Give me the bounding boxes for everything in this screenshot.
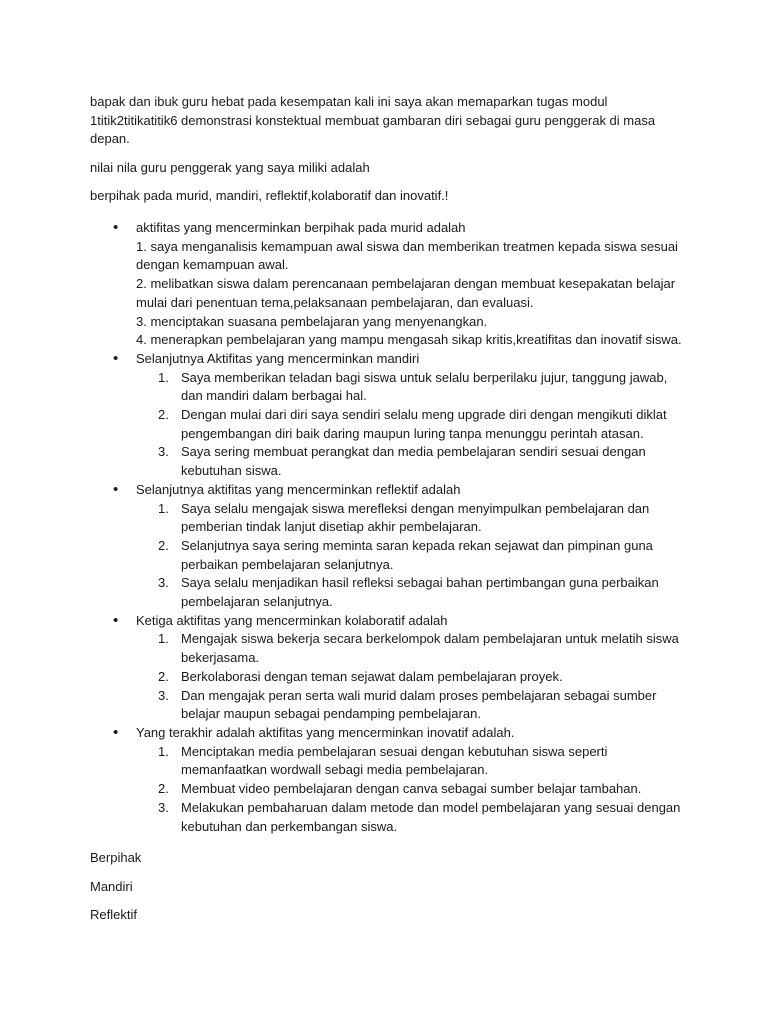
numbered-list [136, 630, 690, 724]
bullet-section [90, 219, 690, 350]
intro-line: 1titik2titikatitik6 demonstrasi konstektual membuat gambaran diri sebagai guru penggerak di masa [90, 112, 656, 128]
item-text-line: pengembangan diri baik daring maupun luring tanpa menunggu perintah atasan. [181, 425, 644, 441]
activity-bullet-list [90, 219, 690, 836]
item-number: 3. [158, 799, 169, 815]
item-text-line: Dengan mulai dari diri saya sendiri selalu meng upgrade diri dengan mengikuti diklat [181, 407, 667, 423]
item-text-line: Melakukan pembaharuan dalam metode dan model pembelajaran yang sesuai dengan [181, 799, 681, 815]
item-number: 1. [158, 369, 169, 385]
values-list-paragraph: berpihak pada murid, mandiri, reflektif,kolaboratif dan inovatif.! [90, 188, 449, 203]
item-number: 3. [158, 575, 169, 591]
bullet-heading: • aktifitas yang mencerminkan berpihak pada murid adalah [136, 220, 466, 235]
item-text-line: Mengajak siswa bekerja secara berkelompok dalam pembelajaran untuk melatih siswa [181, 631, 679, 647]
intro-line: bapak dan ibuk guru hebat pada kesempatan kali ini saya akan memaparkan tugas modul [90, 94, 608, 109]
bullet-section [90, 481, 690, 612]
numbered-list [136, 369, 690, 481]
numbered-list-item [136, 406, 690, 443]
item-number: 1. [158, 500, 169, 516]
tail-line-mandiri: Mandiri [90, 879, 133, 894]
item-text-line: Dan mengajak peran serta wali murid dalam proses pembelajaran sebagai sumber [181, 687, 657, 703]
bullet-heading: • Yang terakhir adalah aktifitas yang mencerminkan inovatif adalah. [136, 724, 515, 740]
item-number: 3. [158, 444, 169, 460]
item-text-line: perbaikan pembelajaran selanjutnya. [181, 556, 394, 572]
bullet-section [90, 350, 690, 481]
item-text-line: kebutuhan dan perkembangan siswa. [181, 818, 398, 834]
bullet-section [90, 612, 690, 724]
numbered-list [136, 743, 690, 837]
item-number: 2. [158, 537, 169, 553]
numbered-list-item [136, 537, 690, 574]
item-text-line: Saya sering membuat perangkat dan media pembelajaran sendiri sesuai dengan [181, 444, 646, 460]
item-number: 2. [158, 407, 169, 423]
bullet-heading: • Selanjutnya aktifitas yang mencerminkan reflektif adalah [136, 481, 461, 497]
item-text-line: belajar maupun sebagai pendamping pembelajaran. [181, 706, 481, 722]
item-text-line: Saya selalu menjadikan hasil refleksi sebagai bahan pertimbangan guna perbaikan [181, 575, 659, 591]
item-text-line: Berkolaborasi dengan teman sejawat dalam pembelajaran proyek. [181, 668, 563, 684]
numbered-list-item [136, 668, 690, 687]
item-number: 1. [158, 743, 169, 759]
numbered-list-item [136, 369, 690, 406]
item-number: 2. [158, 668, 169, 684]
numbered-list-item [136, 630, 690, 667]
numbered-list-item [136, 500, 690, 537]
intro-paragraph [90, 93, 690, 149]
tail-line-reflektif: Reflektif [90, 907, 137, 922]
numbered-list-item [136, 799, 690, 836]
item-text-line: Saya selalu mengajak siswa merefleksi dengan menyimpulkan pembelajaran dan [181, 500, 650, 516]
numbered-list [136, 500, 690, 612]
intro-line: depan. [90, 131, 130, 147]
bullet-text-line: 4. menerapkan pembelajaran yang mampu mengasah sikap kritis,kreatifitas dan inovatif siswa. [136, 332, 682, 348]
bullet-text-line: 2. melibatkan siswa dalam perencanaan pembelajaran dengan membuat kesepakatan belajar [136, 276, 676, 292]
numbered-list-item [136, 574, 690, 611]
item-number: 2. [158, 781, 169, 797]
item-number: 1. [158, 631, 169, 647]
item-text-line: Saya memberikan teladan bagi siswa untuk selalu berperilaku jujur, tanggung jawab, [181, 369, 668, 385]
numbered-list-item [136, 443, 690, 480]
item-text-line: kebutuhan siswa. [181, 463, 282, 479]
bullet-text-line: 3. menciptakan suasana pembelajaran yang menyenangkan. [136, 313, 488, 329]
bullet-text-line: dengan kemampuan awal. [136, 257, 289, 273]
numbered-list-item [136, 780, 690, 799]
values-intro-paragraph: nilai nila guru penggerak yang saya miliki adalah [90, 160, 370, 175]
item-text-line: pembelajaran selanjutnya. [181, 594, 333, 610]
item-text-line: pemberian tindak lanjut disetiap akhir pembelajaran. [181, 519, 482, 535]
bullet-heading: • Selanjutnya Aktifitas yang mencerminkan mandiri [136, 350, 420, 366]
item-text-line: Selanjutnya saya sering meminta saran kepada rekan sejawat dan pimpinan guna [181, 537, 653, 553]
tail-line-berpihak: Berpihak [90, 850, 142, 865]
item-text-line: Membuat video pembelajaran dengan canva sebagai sumber belajar tambahan. [181, 781, 642, 797]
bullet-text-line: 1. saya menganalisis kemampuan awal siswa dan memberikan treatmen kepada siswa sesuai [136, 238, 678, 254]
bullet-heading: • Ketiga aktifitas yang mencerminkan kolaboratif adalah [136, 612, 448, 628]
item-text-line: dan mandiri dalam berbagai hal. [181, 388, 367, 404]
bullet-section [90, 724, 690, 836]
bullet-text-line: mulai dari penentuan tema,pelaksanaan pembelajaran, dan evaluasi. [136, 294, 534, 310]
numbered-list-item [136, 687, 690, 724]
item-text-line: bekerjasama. [181, 650, 260, 666]
numbered-list-item [136, 743, 690, 780]
item-text-line: Menciptakan media pembelajaran sesuai dengan kebutuhan siswa seperti [181, 743, 608, 759]
item-number: 3. [158, 687, 169, 703]
item-text-line: memanfaatkan wordwall sebagi media pembelajaran. [181, 762, 489, 778]
